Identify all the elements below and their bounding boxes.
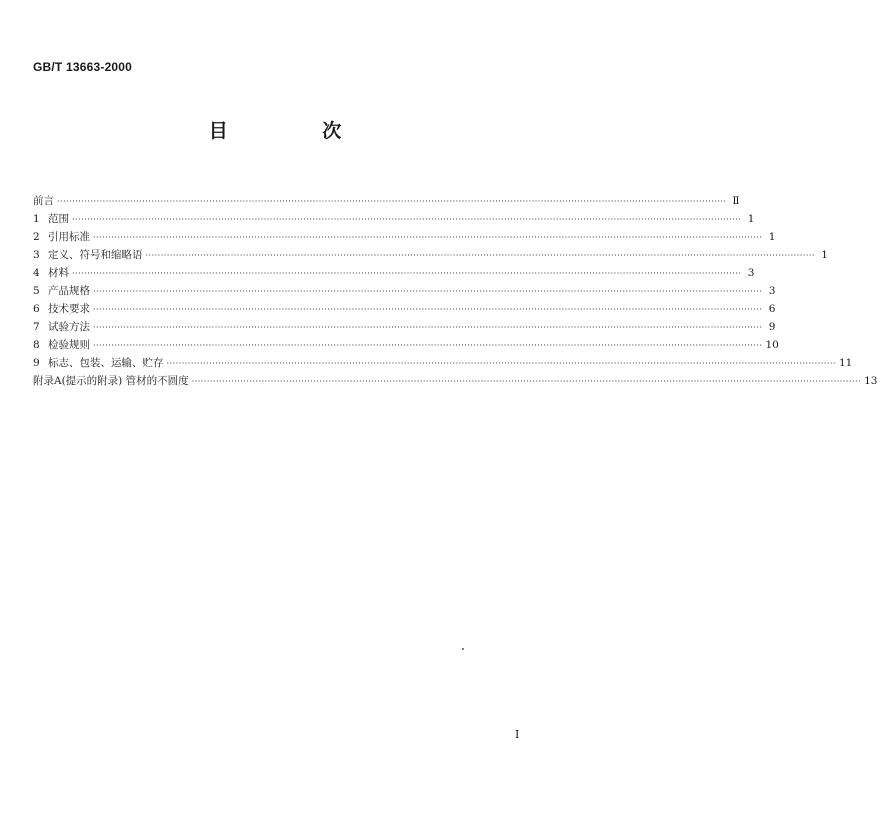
toc-entry [33,246,828,264]
toc-entry-number: 8 [33,339,40,351]
toc-dot-leader: ···························································································································································································································· [93,305,763,314]
toc-entry-page: 1 [747,213,755,225]
toc-entry-label: 标志、包装、运输、贮存 [48,357,164,369]
toc-dot-leader: ···························································································································································································································· [57,197,727,206]
toc-entry-page: 10 [765,339,779,351]
toc-entry-label: 试验方法 [48,321,90,333]
toc-entry-number: 7 [33,321,40,333]
toc-dot-leader: ···························································································································································································································· [93,287,763,296]
toc-entry [33,282,776,300]
toc-entry-page: 11 [838,357,853,369]
toc-entry-page: 1 [821,249,828,261]
toc-entry-page: Ⅱ [732,195,740,207]
toc-entry-page: 13 [864,375,877,387]
page-title: 目 次 [208,120,386,142]
toc-entry [33,264,755,282]
toc-entry-number: 2 [33,231,40,243]
toc-dot-leader: ···························································································································································································································· [166,359,836,368]
toc-entry-number: 3 [33,249,40,261]
toc-dot-leader: ···························································································································································································································· [93,341,763,350]
toc-entry-label: 技术要求 [48,303,90,315]
toc-entry [33,336,779,354]
toc-entry-number: 4 [33,267,40,279]
toc-entry [33,354,853,372]
toc-entry [33,318,776,336]
toc-dot-leader: ···························································································································································································································· [72,215,742,224]
toc-entry-label: 产品规格 [48,285,90,297]
toc-entry [33,372,877,390]
toc-dot-leader: ···························································································································································································································· [93,323,763,332]
scan-speck [462,648,464,650]
toc-entry [33,192,740,210]
toc-entry-page: 3 [768,285,776,297]
toc-entry [33,210,755,228]
toc-entry-label: 范围 [48,213,69,225]
toc-entry-number: 9 [33,357,40,369]
toc-entry-label: 材料 [48,267,69,279]
toc-dot-leader: ···························································································································································································································· [145,251,815,260]
toc-entry-label: 检验规则 [48,339,90,351]
toc-entry-label: 附录A(提示的附录) 管材的不圆度 [33,375,189,387]
toc-entry-page: 3 [747,267,755,279]
toc-entry [33,300,776,318]
standard-code: GB/T 13663-2000 [33,60,133,74]
page-folio: I [515,728,520,741]
toc-dot-leader: ···························································································································································································································· [191,377,862,386]
toc-dot-leader: ···························································································································································································································· [72,269,742,278]
toc-entry-page: 9 [768,321,776,333]
toc-entry-label: 前言 [33,195,54,207]
toc-entry [33,228,776,246]
toc-entry-page: 1 [768,231,776,243]
toc-entry-page: 6 [768,303,776,315]
toc-dot-leader: ···························································································································································································································· [93,233,763,242]
toc-entry-number: 1 [33,213,40,225]
table-of-contents [33,192,877,390]
toc-entry-label: 定义、符号和缩略语 [48,249,143,261]
toc-entry-label: 引用标准 [48,231,90,243]
toc-entry-number: 5 [33,285,40,297]
toc-entry-number: 6 [33,303,40,315]
